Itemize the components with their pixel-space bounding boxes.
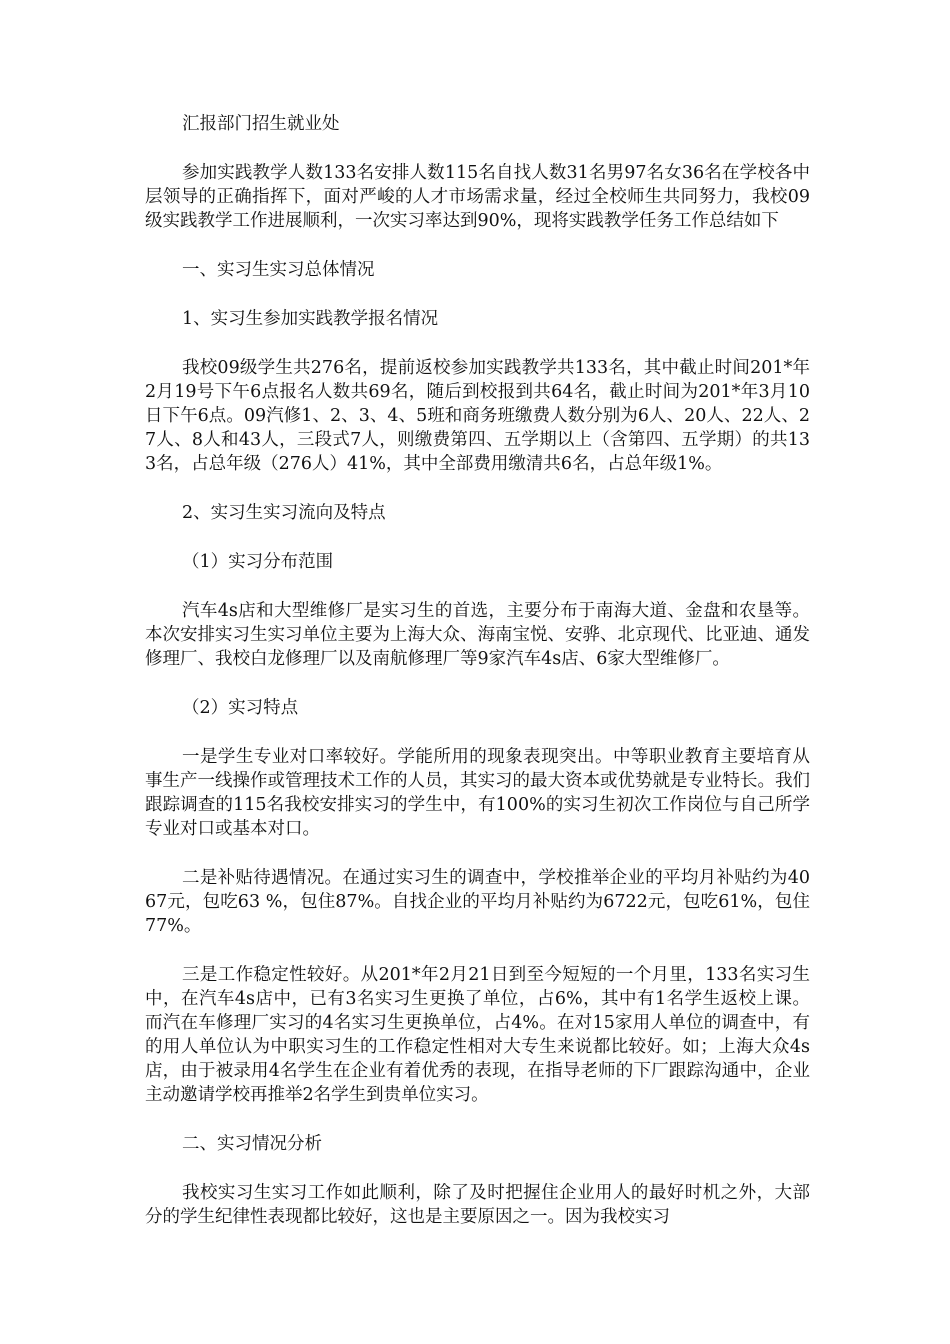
feature-paragraph-2: 二是补贴待遇情况。在通过实习生的调查中，学校推举企业的平均月补贴约为4067元，包吃63 %，包住87%。自找企业的平均月补贴约为6722元，包吃61%，包住77%。 [145, 868, 810, 936]
feature-paragraph-1: 一是学生专业对口率较好。学能所用的现象表现突出。中等职业教育主要培育从事生产一线操作或管理技术工作的人员，其实习的最大资本或优势就是专业特长。我们跟踪调查的115名我校安排实习的学生中，有100%的实习生初次工作岗位与自己所学专业对口或基本对口。 [145, 747, 810, 839]
analysis-paragraph: 我校实习生实习工作如此顺利，除了及时把握住企业用人的最好时机之外，大部分的学生纪律性表现都比较好，这也是主要原因之一。因为我校实习 [145, 1183, 810, 1227]
registration-paragraph: 我校09级学生共276名，提前返校参加实践教学共133名，其中截止时间201*年2月19号下午6点报名人数共69名，随后到校报到共64名，截止时间为201*年3月10日下午6点。09汽修1、2、3、4、5班和商务班缴费人数分别为6人、20人、22人、27人、8人和43人，三段式7人，则缴费第四、五学期以上（含第四、五学期）的共133名，占总年级（276人）41%，其中全部费用缴清共6名，占总年级1%。 [145, 358, 810, 474]
subsection-heading-1-1: 1、实习生参加实践教学报名情况 [182, 309, 439, 329]
section-heading-1: 一、实习生实习总体情况 [182, 260, 375, 280]
section-heading-2: 二、实习情况分析 [182, 1134, 322, 1154]
subsection-heading-1-2: 2、实习生实习流向及特点 [182, 503, 386, 523]
report-department-line: 汇报部门招生就业处 [182, 114, 340, 134]
item-heading-features: （2）实习特点 [182, 698, 299, 718]
item-heading-distribution: （1）实习分布范围 [182, 552, 334, 572]
distribution-paragraph: 汽车4s店和大型维修厂是实习生的首选，主要分布于南海大道、金盘和农垦等。本次安排实习生实习单位主要为上海大众、海南宝悦、安骅、北京现代、比亚迪、通发修理厂、我校白龙修理厂以及南航修理厂等9家汽车4s店、6家大型维修厂。 [145, 601, 810, 669]
document-body [145, 112, 810, 1254]
feature-paragraph-3: 三是工作稳定性较好。从201*年2月21日到至今短短的一个月里，133名实习生中，在汽车4s店中，已有3名实习生更换了单位，占6%，其中有1名学生返校上课。而汽在车修理厂实习的4名实习生更换单位，占4%。在对15家用人单位的调查中，有的用人单位认为中职实习生的工作稳定性相对大专生来说都比较好。如；上海大众4s店，由于被录用4名学生在企业有着优秀的表现，在指导老师的下厂跟踪沟通中，企业主动邀请学校再推举2名学生到贵单位实习。 [145, 965, 810, 1105]
intro-paragraph: 参加实践教学人数133名安排人数115名自找人数31名男97名女36名在学校各中层领导的正确指挥下，面对严峻的人才市场需求量，经过全校师生共同努力，我校09级实践教学工作进展顺利，一次实习率达到90%，现将实践教学任务工作总结如下 [145, 163, 810, 231]
